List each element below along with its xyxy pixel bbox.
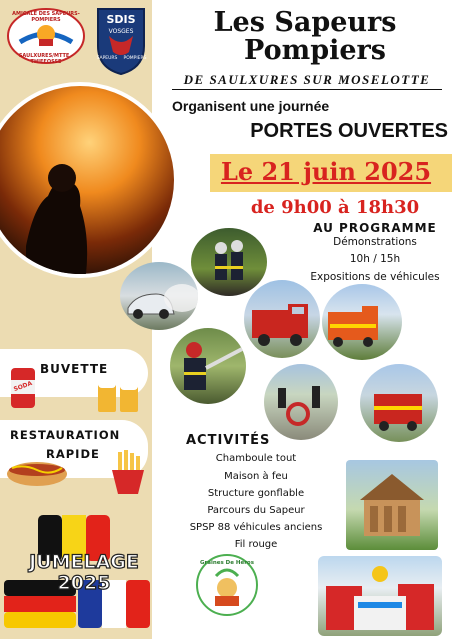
photo-firefighters-group — [191, 228, 267, 296]
photo-bouncy-castle — [318, 556, 442, 636]
programme-title: AU PROGRAMME — [313, 221, 437, 235]
photo-red-truck — [244, 280, 320, 358]
photo-car-demo — [120, 262, 198, 330]
restauration-label: RESTAURATION — [10, 428, 121, 442]
programme-item: 10h / 15h — [349, 253, 401, 265]
sdis-text: SDIS — [106, 13, 136, 26]
graines-de-heros-text: Graines De Héros — [200, 560, 254, 566]
photo-wooden-house — [346, 460, 438, 550]
activite-item: SPSP 88 véhicules anciens — [189, 522, 323, 533]
jumelage-year: 2025 — [57, 572, 111, 594]
sdis-pompiers-text: POMPIERS — [123, 56, 147, 61]
activite-item: Fil rouge — [234, 539, 278, 550]
hotdog-icon — [4, 452, 70, 492]
beer-mugs-icon — [96, 374, 144, 416]
programme-item: Démonstrations — [333, 236, 417, 248]
amicale-logo-top-text: AMICALE DES SAPEURS-POMPIERS — [12, 11, 80, 23]
event-date: Le 21 juin 2025 — [220, 157, 432, 186]
activite-item: Chamboule tout — [215, 453, 297, 464]
photo-truck-road — [360, 364, 438, 442]
event-title: PORTES OUVERTES — [250, 120, 448, 142]
amicale-logo-bottom-text: SAULXURES/MTTE - THIEFOSSE — [18, 53, 74, 65]
programme-item: Expositions de véhicules — [310, 271, 440, 283]
activite-item: Parcours du Sapeur — [207, 505, 305, 516]
photo-equipment — [264, 364, 338, 440]
jumelage-label: JUMELAGE — [29, 551, 139, 573]
sdis-vosges-text: VOSGES — [108, 28, 134, 35]
activite-item: Structure gonflable — [207, 488, 305, 499]
sdis-sapeurs-text: SAPEURS — [96, 56, 118, 61]
subtitle: DE SAULXURES SUR MOSELOTTE — [172, 72, 442, 90]
soda-can-label: SODA — [12, 379, 34, 394]
photo-hose-demo — [170, 328, 246, 404]
activites-title: ACTIVITÉS — [186, 433, 271, 448]
organise-text: Organisent une journée — [172, 98, 330, 114]
photo-ambulance — [322, 284, 402, 360]
title-line1: Les Sapeurs — [213, 7, 397, 38]
fries-icon — [108, 448, 148, 496]
restauration-rapide-label: RAPIDE — [46, 447, 100, 461]
event-hours: de 9h00 à 18h30 — [250, 197, 420, 218]
activite-item: Maison à feu — [224, 471, 288, 482]
buvette-label: BUVETTE — [40, 362, 109, 376]
title-line2: Pompiers — [244, 35, 386, 66]
